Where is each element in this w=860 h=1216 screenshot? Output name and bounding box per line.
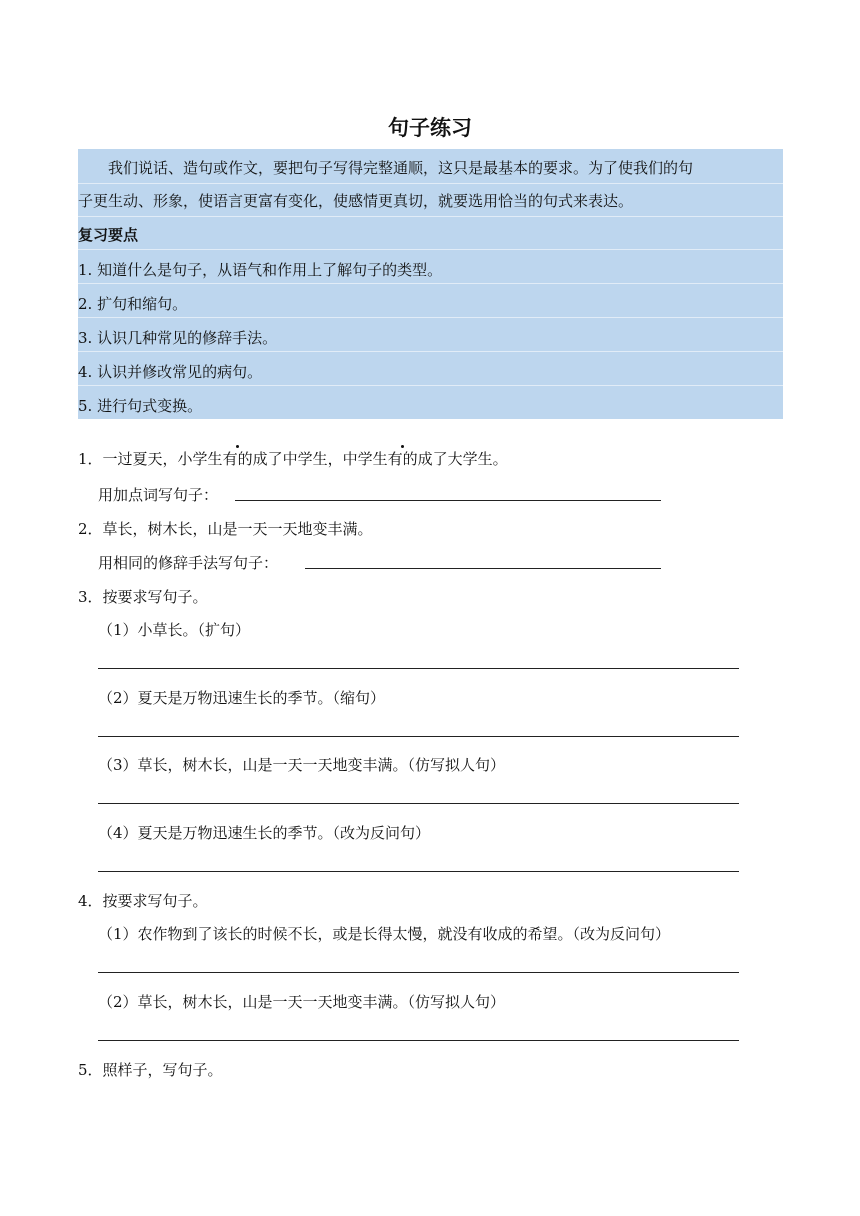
sub-question: （1）小草长。（扩句） [98, 621, 251, 639]
divider [78, 216, 783, 217]
question-2 [78, 518, 373, 539]
divider [78, 385, 783, 386]
question-number: 4． [78, 892, 103, 910]
answer-line[interactable] [98, 871, 739, 872]
answer-prompt: 用相同的修辞手法写句子： [98, 554, 279, 572]
question-5 [78, 1059, 223, 1080]
answer-line[interactable] [98, 972, 739, 973]
divider [78, 317, 783, 318]
sub-question: （1）农作物到了该长的时候不长，或是长得太慢，就没有收成的希望。（改为反问句） [98, 925, 671, 943]
divider [78, 249, 783, 250]
question-number: 5． [78, 1061, 103, 1079]
divider [78, 351, 783, 352]
sub-question: （2）夏天是万物迅速生长的季节。（缩句） [98, 689, 386, 707]
answer-line[interactable] [98, 668, 739, 669]
divider [78, 283, 783, 284]
question-3 [78, 586, 208, 607]
question-text: 成了中学生，中学生 [252, 450, 388, 468]
answer-line[interactable] [98, 803, 739, 804]
answer-line[interactable] [98, 736, 739, 737]
sub-question: （4）夏天是万物迅速生长的季节。（改为反问句） [98, 824, 431, 842]
review-item: 3. 认识几种常见的修辞手法。 [78, 329, 278, 347]
intro-paragraph-line: 我们说话、造句或作文，要把句子写得完整通顺，这只是最基本的要求。为了使我们的句 [108, 159, 694, 177]
question-text: 一过夏天，小学生 [102, 450, 223, 468]
answer-line[interactable] [235, 500, 661, 501]
review-item: 1. 知道什么是句子，从语气和作用上了解句子的类型。 [78, 261, 443, 279]
emphasized-word: 有的 [387, 450, 418, 468]
question-4 [78, 890, 208, 911]
page-title: 句子练习 [388, 116, 472, 140]
answer-line[interactable] [305, 568, 661, 569]
divider [78, 183, 783, 184]
review-item: 2. 扩句和缩句。 [78, 295, 188, 313]
review-item: 4. 认识并修改常见的病句。 [78, 363, 263, 381]
review-item: 5. 进行句式变换。 [78, 397, 203, 415]
question-text: 照样子，写句子。 [102, 1061, 223, 1079]
sub-question: （3）草长，树木长，山是一天一天地变丰满。（仿写拟人句） [98, 756, 506, 774]
sub-question: （2）草长，树木长，山是一天一天地变丰满。（仿写拟人句） [98, 993, 506, 1011]
question-number: 2． [78, 520, 103, 538]
question-text: 草长，树木长，山是一天一天地变丰满。 [102, 520, 373, 538]
question-text: 按要求写句子。 [102, 588, 208, 606]
question-text: 按要求写句子。 [102, 892, 208, 910]
intro-paragraph-line: 子更生动、形象，使语言更富有变化，使感情更真切，就要选用恰当的句式来表达。 [78, 192, 634, 210]
answer-line[interactable] [98, 1040, 739, 1041]
answer-prompt: 用加点词写句子： [98, 486, 219, 504]
question-number: 1． [78, 450, 103, 468]
question-text: 成了大学生。 [417, 450, 508, 468]
question-1 [78, 448, 508, 469]
emphasized-word: 有的 [222, 450, 253, 468]
review-heading: 复习要点 [78, 226, 139, 244]
question-number: 3． [78, 588, 103, 606]
